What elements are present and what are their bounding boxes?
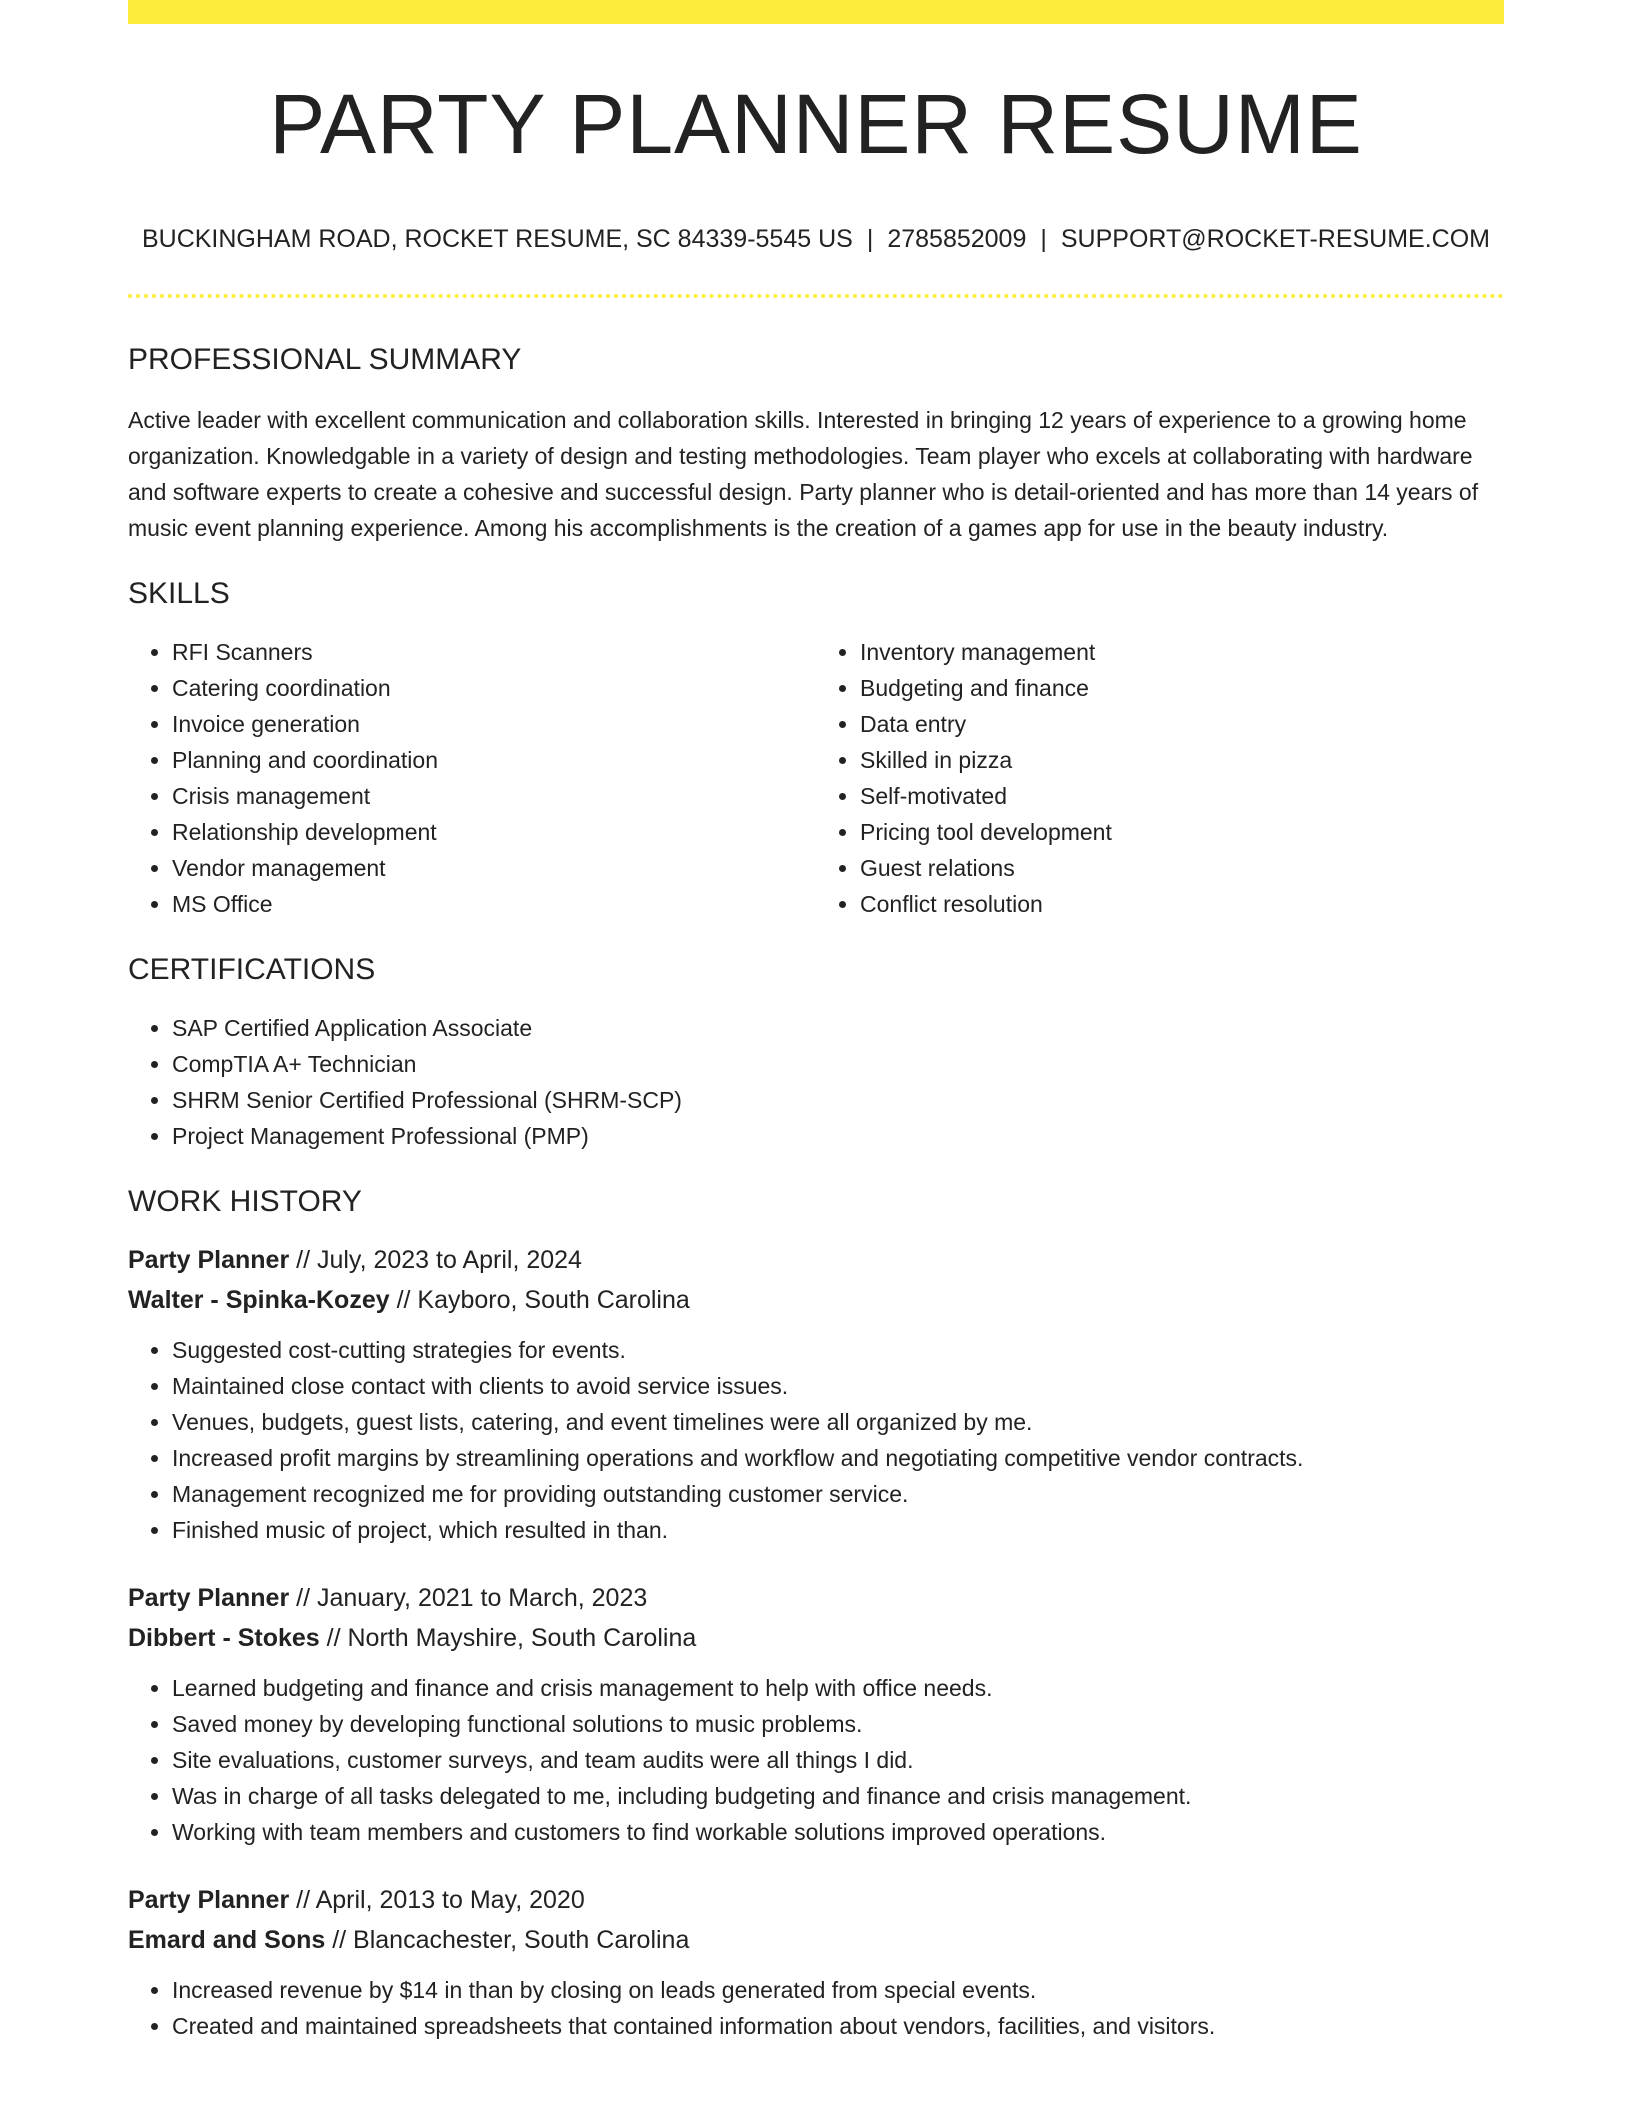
skills-list-left (128, 634, 816, 922)
contact-phone: 2785852009 (887, 225, 1027, 253)
skill-item: • Guest relations (860, 850, 1504, 886)
job-dates: // January, 2021 to March, 2023 (289, 1584, 648, 1612)
job-role: Party Planner (128, 1584, 290, 1612)
job-bullet: • Increased profit margins by streamlining operations and workflow and negotiating competitive vendor contracts. (172, 1440, 1504, 1476)
job-location: // North Mayshire, South Carolina (319, 1624, 697, 1652)
dotted-divider (128, 294, 1504, 298)
work-history-heading: WORK HISTORY (128, 1185, 362, 1218)
job-bullet: • Site evaluations, customer surveys, and team audits were all things I did. (172, 1742, 1504, 1778)
skill-item: • Relationship development (172, 814, 816, 850)
job-role: Party Planner (128, 1246, 290, 1274)
certifications-heading: CERTIFICATIONS (128, 953, 376, 986)
job-company: Dibbert - Stokes (128, 1624, 320, 1652)
job-company-line (128, 1920, 1504, 1960)
job-entry (128, 1880, 1504, 2044)
top-accent-bar (128, 0, 1504, 24)
skills-columns (128, 634, 1504, 922)
resume-title: PARTY PLANNER RESUME (269, 77, 1363, 171)
summary-heading: PROFESSIONAL SUMMARY (128, 343, 522, 376)
job-bullet: • Venues, budgets, guest lists, catering, and event timelines were all organized by me. (172, 1404, 1504, 1440)
skills-list-right (816, 634, 1504, 922)
job-bullets (128, 1972, 1504, 2044)
skill-item: • RFI Scanners (172, 634, 816, 670)
job-bullet: • Suggested cost-cutting strategies for events. (172, 1332, 1504, 1368)
skill-item: • Skilled in pizza (860, 742, 1504, 778)
resume-page (128, 0, 1504, 2044)
skill-item: • MS Office (172, 886, 816, 922)
certification-item: • CompTIA A+ Technician (172, 1046, 1504, 1082)
job-bullet: • Management recognized me for providing outstanding customer service. (172, 1476, 1504, 1512)
job-location: // Blancachester, South Carolina (325, 1926, 690, 1954)
job-location: // Kayboro, South Carolina (389, 1286, 690, 1314)
job-role-line (128, 1880, 1504, 1920)
skill-item: • Vendor management (172, 850, 816, 886)
job-company: Emard and Sons (128, 1926, 326, 1954)
job-company-line (128, 1280, 1504, 1320)
certification-item: • Project Management Professional (PMP) (172, 1118, 1504, 1154)
job-bullet: • Learned budgeting and finance and crisis management to help with office needs. (172, 1670, 1504, 1706)
contact-separator: | (1040, 225, 1047, 253)
skills-heading: SKILLS (128, 577, 230, 610)
job-bullet: • Created and maintained spreadsheets that contained information about vendors, facilities, and visitors. (172, 2008, 1504, 2044)
job-role: Party Planner (128, 1886, 290, 1914)
contact-email: SUPPORT@ROCKET-RESUME.COM (1060, 225, 1491, 253)
job-company-line (128, 1618, 1504, 1658)
job-company: Walter - Spinka-Kozey (128, 1286, 390, 1314)
skill-item: • Planning and coordination (172, 742, 816, 778)
skill-item: • Conflict resolution (860, 886, 1504, 922)
job-bullet: • Saved money by developing functional solutions to music problems. (172, 1706, 1504, 1742)
job-bullets (128, 1332, 1504, 1548)
summary-text: Active leader with excellent communication and collaboration skills. Interested in bringing 12 years of experience to a growing home organization. Knowledgable in a variety of design and testing methodologies. Team player who excels at collaborating with hardware and software experts to create a cohesive and successful design. Party planner who is detail-oriented and has more than 14 years of music event planning experience. Among his accomplishments is the creation of a games app for use in the beauty industry. (128, 407, 1479, 541)
certification-item: • SHRM Senior Certified Professional (SHRM-SCP) (172, 1082, 1504, 1118)
skill-item: • Data entry (860, 706, 1504, 742)
job-role-line (128, 1578, 1504, 1618)
contact-line (128, 224, 1504, 254)
contact-address: BUCKINGHAM ROAD, ROCKET RESUME, SC 84339-5545 US (141, 225, 853, 253)
skill-item: • Inventory management (860, 634, 1504, 670)
skill-item: • Self-motivated (860, 778, 1504, 814)
certification-item: • SAP Certified Application Associate (172, 1010, 1504, 1046)
job-dates: // April, 2013 to May, 2020 (289, 1886, 585, 1914)
job-bullet: • Increased revenue by $14 in than by closing on leads generated from special events. (172, 1972, 1504, 2008)
certifications-list (128, 1010, 1504, 1154)
job-bullets (128, 1670, 1504, 1850)
skill-item: • Catering coordination (172, 670, 816, 706)
skill-item: • Invoice generation (172, 706, 816, 742)
job-role-line (128, 1240, 1504, 1280)
skill-item: • Budgeting and finance (860, 670, 1504, 706)
job-entry (128, 1240, 1504, 1548)
job-dates: // July, 2023 to April, 2024 (289, 1246, 582, 1274)
job-entry (128, 1578, 1504, 1850)
job-bullet: • Was in charge of all tasks delegated to me, including budgeting and finance and crisis management. (172, 1778, 1504, 1814)
job-bullet: • Maintained close contact with clients to avoid service issues. (172, 1368, 1504, 1404)
skill-item: • Crisis management (172, 778, 816, 814)
skill-item: • Pricing tool development (860, 814, 1504, 850)
job-bullet: • Working with team members and customers to find workable solutions improved operations. (172, 1814, 1504, 1850)
job-bullet: • Finished music of project, which resulted in than. (172, 1512, 1504, 1548)
contact-separator: | (866, 225, 874, 253)
